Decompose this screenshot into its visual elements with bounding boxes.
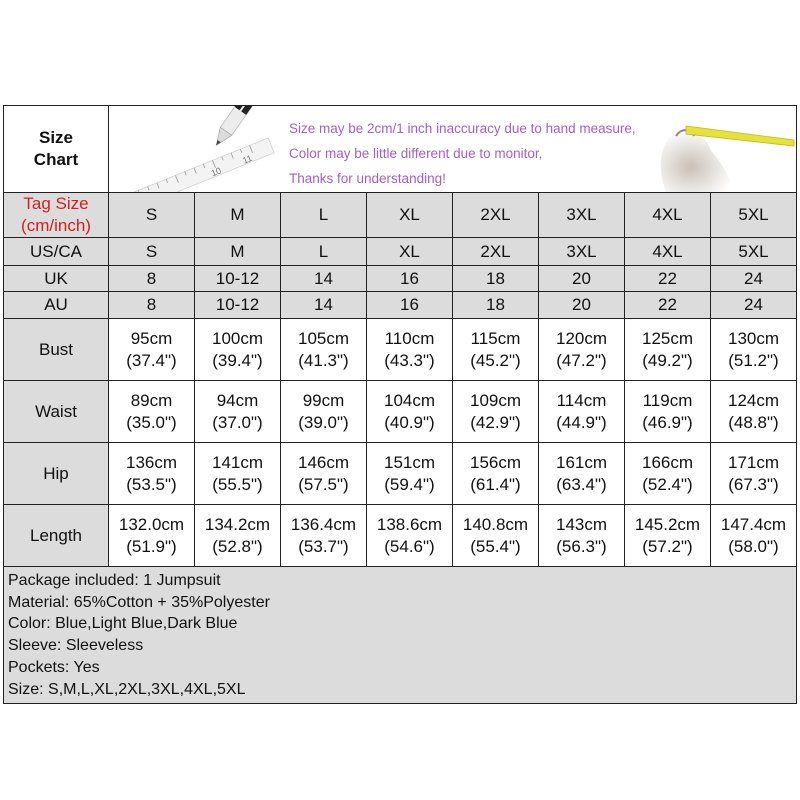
inch-value: (59.4"): [384, 474, 435, 494]
row-label: Bust: [4, 319, 109, 381]
measurement-cell: [281, 319, 367, 381]
measurement-cell: [367, 505, 453, 567]
table-cell: M: [195, 238, 281, 266]
svg-text:11: 11: [241, 152, 254, 166]
table-cell: 16: [367, 266, 453, 292]
product-info-line: Size: S,M,L,XL,2XL,3XL,4XL,5XL: [8, 680, 246, 698]
measurement-cell: [453, 319, 539, 381]
row-label: Waist: [4, 381, 109, 443]
inch-value: (47.2"): [556, 350, 607, 370]
measurement-cell: [711, 319, 797, 381]
inch-value: (53.5"): [126, 474, 177, 494]
cm-value: 151cm: [383, 452, 436, 472]
measurement-cell: [625, 319, 711, 381]
table-cell: 22: [625, 266, 711, 292]
cm-value: 89cm: [130, 390, 173, 410]
inch-value: (48.8"): [728, 412, 779, 432]
inch-value: (58.0"): [728, 536, 779, 556]
inch-value: (56.3"): [556, 536, 607, 556]
cm-value: 94cm: [216, 390, 259, 410]
cm-value: 171cm: [727, 452, 780, 472]
inch-value: (46.9"): [642, 412, 693, 432]
tag-size-cell: XL: [367, 193, 453, 238]
cm-value: 143cm: [555, 514, 608, 534]
measurement-cell: [625, 381, 711, 443]
inch-value: (57.2"): [642, 536, 693, 556]
size-chart: [3, 105, 797, 704]
inch-value: (52.4"): [642, 474, 693, 494]
measurement-cell: [109, 319, 195, 381]
table-cell: 4XL: [625, 238, 711, 266]
measurement-cell: [281, 381, 367, 443]
tag-size-row: [4, 193, 797, 238]
tag-size-cell: S: [109, 193, 195, 238]
row-label: Length: [4, 505, 109, 567]
cm-value: 136.4cm: [290, 514, 357, 534]
inch-value: (49.2"): [642, 350, 693, 370]
inch-value: (55.5"): [212, 474, 263, 494]
cm-value: 138.6cm: [376, 514, 443, 534]
measurement-cell: [195, 319, 281, 381]
product-info-line: Material: 65%Cotton + 35%Polyester: [8, 593, 270, 611]
inch-value: (51.2"): [728, 350, 779, 370]
cm-value: 134.2cm: [204, 514, 271, 534]
inch-value: (41.3"): [298, 350, 349, 370]
inch-value: (53.7"): [298, 536, 349, 556]
tag-size-cell: M: [195, 193, 281, 238]
measurement-cell: [367, 443, 453, 505]
cm-value: 119cm: [642, 390, 693, 410]
notice-banner: [109, 106, 797, 193]
region-row-au: [4, 292, 797, 319]
cm-value: 161cm: [555, 452, 608, 472]
inch-value: (45.2"): [470, 350, 521, 370]
chart-title: Size Chart: [4, 106, 109, 193]
product-info-line: Color: Blue,Light Blue,Dark Blue: [8, 615, 238, 633]
cm-value: 115cm: [470, 328, 521, 348]
cm-value: 145.2cm: [634, 514, 701, 534]
inch-value: (54.6"): [384, 536, 435, 556]
inch-value: (39.4"): [212, 350, 263, 370]
size-chart-table: [3, 105, 797, 704]
measurement-cell: [109, 505, 195, 567]
inch-value: (43.3"): [384, 350, 435, 370]
measurement-cell: [625, 505, 711, 567]
inch-value: (51.9"): [126, 536, 177, 556]
measurement-cell: [453, 381, 539, 443]
table-cell: 14: [281, 266, 367, 292]
table-cell: 3XL: [539, 238, 625, 266]
measurement-cell: [711, 381, 797, 443]
cm-value: 104cm: [383, 390, 436, 410]
measurement-row-length: [4, 505, 797, 567]
table-cell: 2XL: [453, 238, 539, 266]
cm-value: 95cm: [130, 328, 173, 348]
table-cell: 22: [625, 292, 711, 319]
tag-size-cell: 2XL: [453, 193, 539, 238]
measurement-cell: [367, 319, 453, 381]
cm-value: 100cm: [211, 328, 264, 348]
inch-value: (37.4"): [126, 350, 177, 370]
inch-value: (37.0"): [212, 412, 263, 432]
measurement-cell: [195, 505, 281, 567]
row-label: Hip: [4, 443, 109, 505]
table-cell: 8: [109, 292, 195, 319]
table-cell: 24: [711, 266, 797, 292]
cm-value: 110cm: [384, 328, 435, 348]
product-info-line: Package included: 1 Jumpsuit: [8, 572, 221, 589]
inch-value: (42.9"): [470, 412, 521, 432]
table-cell: 20: [539, 266, 625, 292]
measurement-row-waist: [4, 381, 797, 443]
inch-value: (52.8"): [212, 536, 263, 556]
inch-value: (44.9"): [556, 412, 607, 432]
product-info-line: Sleeve: Sleeveless: [8, 637, 144, 655]
measurement-cell: [453, 505, 539, 567]
cm-value: 130cm: [727, 328, 780, 348]
measurement-cell: [367, 381, 453, 443]
table-cell: 5XL: [711, 238, 797, 266]
inch-value: (55.4"): [470, 536, 521, 556]
row-label: UK: [4, 266, 109, 292]
inch-value: (39.0"): [298, 412, 349, 432]
inch-value: (35.0"): [126, 412, 177, 432]
svg-text:10: 10: [209, 165, 223, 179]
row-label: US/CA: [4, 238, 109, 266]
table-cell: 14: [281, 292, 367, 319]
table-cell: 24: [711, 292, 797, 319]
measurement-row-hip: [4, 443, 797, 505]
measurement-cell: [195, 381, 281, 443]
hand-measuring-tape-icon: [636, 106, 796, 192]
cm-value: 136cm: [125, 452, 178, 472]
cm-value: 146cm: [297, 452, 350, 472]
table-cell: 20: [539, 292, 625, 319]
cm-value: 140.8cm: [462, 514, 529, 534]
tag-size-cell: 4XL: [625, 193, 711, 238]
table-cell: 10-12: [195, 292, 281, 319]
product-info-line: Pockets: Yes: [8, 658, 100, 676]
pencil-ruler-icon: [124, 106, 284, 192]
tag-size-cell: 3XL: [539, 193, 625, 238]
measurement-cell: [281, 505, 367, 567]
inch-value: (57.5"): [298, 474, 349, 494]
cm-value: 105cm: [297, 328, 350, 348]
measurement-cell: [539, 381, 625, 443]
cm-value: 99cm: [302, 390, 345, 410]
measurement-cell: [109, 381, 195, 443]
inch-value: (67.3"): [728, 474, 779, 494]
measurement-row-bust: [4, 319, 797, 381]
table-cell: S: [109, 238, 195, 266]
cm-value: 114cm: [556, 390, 607, 410]
table-cell: XL: [367, 238, 453, 266]
measurement-cell: [711, 443, 797, 505]
product-info-row: [4, 567, 797, 704]
cm-value: 120cm: [555, 328, 608, 348]
table-cell: L: [281, 238, 367, 266]
header-row: [4, 106, 797, 193]
tag-size-label: Tag Size (cm/inch): [4, 193, 109, 238]
inch-value: (40.9"): [384, 412, 435, 432]
measurement-cell: [539, 505, 625, 567]
measurement-cell: [539, 443, 625, 505]
product-info: [4, 567, 797, 704]
table-cell: 10-12: [195, 266, 281, 292]
inch-value: (63.4"): [556, 474, 607, 494]
measurement-cell: [195, 443, 281, 505]
measurement-cell: [625, 443, 711, 505]
table-cell: 18: [453, 266, 539, 292]
region-row-us-ca: [4, 238, 797, 266]
table-cell: 8: [109, 266, 195, 292]
cm-value: 156cm: [469, 452, 522, 472]
table-cell: 18: [453, 292, 539, 319]
cm-value: 132.0cm: [118, 514, 185, 534]
cm-value: 166cm: [641, 452, 694, 472]
notice-text: Size may be 2cm/1 inch inaccuracy due to hand measure, Color may be little different due to monitor, Thanks for understanding!: [289, 121, 636, 186]
row-label: AU: [4, 292, 109, 319]
inch-value: (61.4"): [470, 474, 521, 494]
cm-value: 147.4cm: [720, 514, 787, 534]
tag-size-cell: L: [281, 193, 367, 238]
cm-value: 141cm: [211, 452, 264, 472]
cm-value: 124cm: [727, 390, 780, 410]
measurement-cell: [539, 319, 625, 381]
measurement-cell: [281, 443, 367, 505]
measurement-cell: [109, 443, 195, 505]
region-row-uk: [4, 266, 797, 292]
tag-size-cell: 5XL: [711, 193, 797, 238]
measurement-cell: [711, 505, 797, 567]
cm-value: 125cm: [641, 328, 694, 348]
measurement-cell: [453, 443, 539, 505]
table-cell: 16: [367, 292, 453, 319]
cm-value: 109cm: [469, 390, 522, 410]
